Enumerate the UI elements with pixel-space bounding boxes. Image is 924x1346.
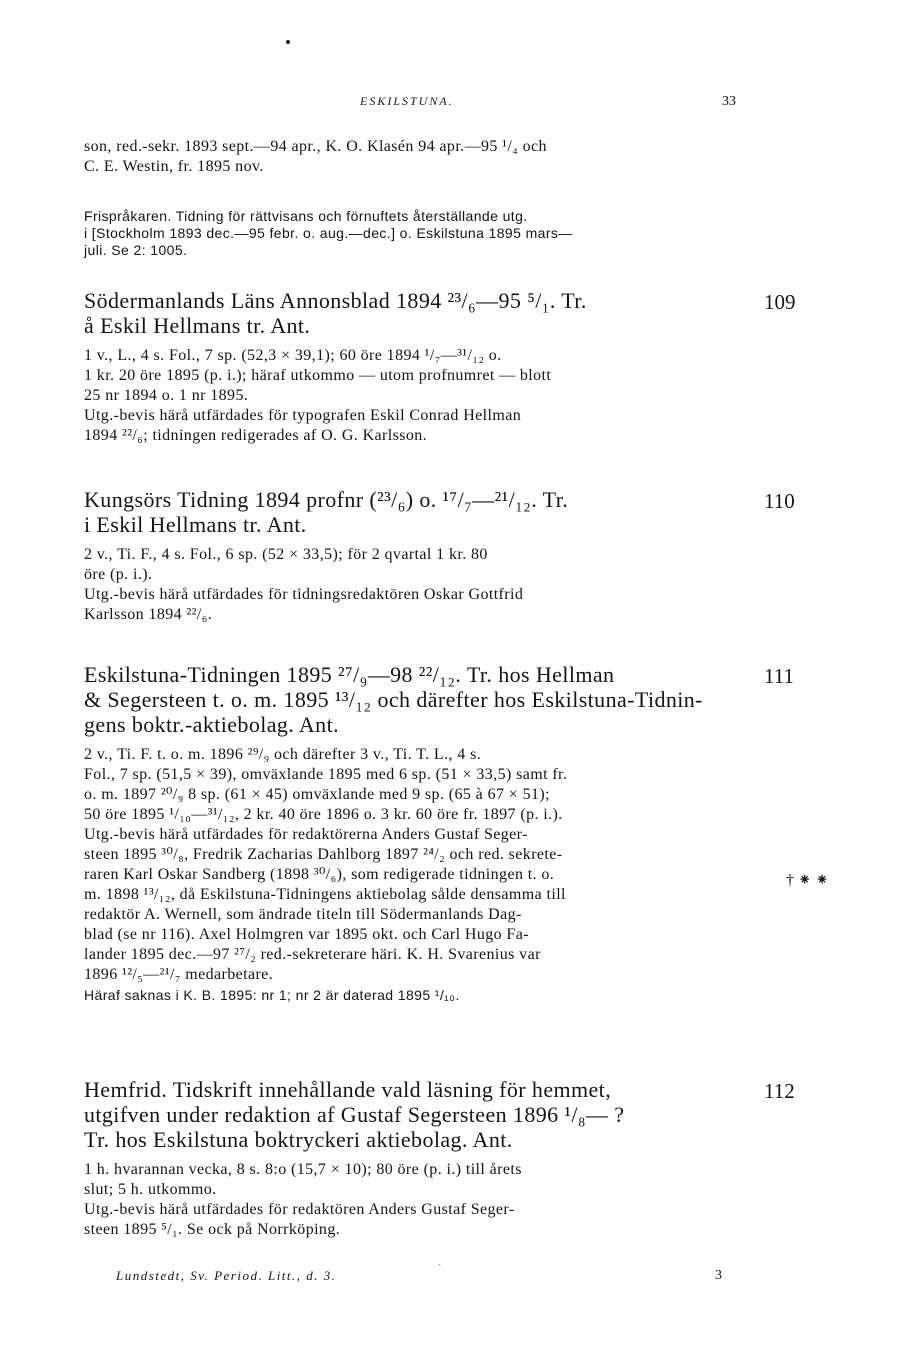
text-line: Utg.-bevis härå utfärdades för redaktören Anders Gustaf Seger- [84,1201,515,1218]
text-line: o. m. 1897 ²⁰/₉ 8 sp. (61 × 45) omväxlande med 9 sp. (65 à 67 × 51); [84,786,550,803]
text-line: Häraf saknas i K. B. 1895: nr 1; nr 2 är daterad 1895 ¹/₁₀. [84,987,460,1003]
text-line: slut; 5 h. utkommo. [84,1181,217,1198]
text-line: utgifven under redaktion af Gustaf Segersteen 1896 ¹/₈— ? [84,1102,625,1127]
entry-number: 111 [764,664,794,688]
entry-eskilstuna-tidningen [84,662,758,1004]
text-line: å Eskil Hellmans tr. Ant. [84,313,311,338]
entry-block-son [84,137,758,177]
text-line: i Eskil Hellmans tr. Ant. [84,512,307,537]
running-title: ESKILSTUNA. [360,94,454,108]
text-line: 1 v., L., 4 s. Fol., 7 sp. (52,3 × 39,1); 60 öre 1894 ¹/₇—³¹/₁₂ o. [84,347,502,364]
text-line: m. 1898 ¹³/₁₂, då Eskilstuna-Tidningens aktiebolag sålde densamma till [84,886,566,903]
text-line: lander 1895 dec.—97 ²⁷/₂ red.-sekreterare häri. K. H. Svarenius var [84,946,541,963]
text-line: steen 1895 ³⁰/₈, Fredrik Zacharias Dahlborg 1897 ²⁴/₂ och red. sekrete- [84,846,563,863]
text-line: son, red.-sekr. 1893 sept.—94 apr., K. O. Klasén 94 apr.—95 ¹/₄ och [84,138,547,155]
text-line: blad (se nr 116). Axel Holmgren var 1895 okt. och Carl Hugo Fa- [84,926,529,943]
signature-mark: 3 [715,1268,722,1283]
entry-number: 110 [764,489,795,513]
entry-title-line: Södermanlands Läns Annonsblad 1894 ²³/₆—95 ⁵/₁. Tr. [84,288,587,313]
text-line: Utg.-bevis härå utfärdades för typografen Eskil Conrad Hellman [84,407,522,424]
text-line: steen 1895 ⁵/₁. Se ock på Norrköping. [84,1221,341,1238]
text-line: C. E. Westin, fr. 1895 nov. [84,158,264,175]
ink-dot [286,40,290,44]
entry-title-line: Kungsörs Tidning 1894 profnr (²³/₆) o. ¹⁷/₇—²¹/₁₂. Tr. [84,487,569,512]
entry-title-line: Hemfrid. Tidskrift innehållande vald läsning för hemmet, [84,1077,612,1102]
text-line: i [Stockholm 1893 dec.—95 febr. o. aug.—dec.] o. Eskilstuna 1895 mars— [84,225,573,241]
entry-hemfrid [84,1077,758,1240]
text-line: 1 h. hvarannan vecka, 8 s. 8:o (15,7 × 10); 80 öre (p. i.) till årets [84,1161,522,1178]
text-line: 1894 ²²/₆; tidningen redigerades af O. G. Karlsson. [84,427,428,444]
text-line: öre (p. i.). [84,566,153,583]
entry-kungsors [84,487,758,625]
text-line: raren Karl Oskar Sandberg (1898 ³⁰/₆), som redigerade tidningen t. o. [84,866,555,883]
entry-frisprakaren [84,208,758,259]
text-line: Utg.-bevis härå utfärdades för redaktörerna Anders Gustaf Seger- [84,826,528,843]
entry-title-line: Eskilstuna-Tidningen 1895 ²⁷/₉—98 ²²/₁₂. Tr. hos Hellman [84,662,615,687]
footer-citation: Lundstedt, Sv. Period. Litt., d. 3. [116,1268,337,1283]
text-line: Fol., 7 sp. (51,5 × 39), omväxlande 1895 med 6 sp. (51 × 33,5) samt fr. [84,766,568,783]
text-line: gens boktr.-aktiebolag. Ant. [84,712,339,737]
text-line: Utg.-bevis härå utfärdades för tidningsredaktören Oskar Gottfrid [84,586,524,603]
text-line: 50 öre 1895 ¹/₁₀—³¹/₁₂, 2 kr. 40 öre 1896 o. 3 kr. 60 öre fr. 1897 (p. i.). [84,806,563,823]
text-line: 2 v., Ti. F. t. o. m. 1896 ²⁹/₉ och därefter 3 v., Ti. T. L., 4 s. [84,746,482,763]
entry-sodermanlands [84,288,758,446]
margin-note: † ⁕ ⁕ [786,872,829,889]
text-line: Tr. hos Eskilstuna boktryckeri aktiebolag. Ant. [84,1127,513,1152]
text-line: 1 kr. 20 öre 1895 (p. i.); häraf utkommo — utom profnumret — blott [84,367,552,384]
text-line: & Segersteen t. o. m. 1895 ¹³/₁₂ och därefter hos Eskilstuna-Tidnin- [84,687,703,712]
entry-number: 109 [764,290,796,314]
text-line: 1896 ¹²/₅—²¹/₇ medarbetare. [84,966,274,983]
text-line: 2 v., Ti. F., 4 s. Fol., 6 sp. (52 × 33,5); för 2 qvartal 1 kr. 80 [84,546,488,563]
text-line: redaktör A. Wernell, som ändrade titeln till Södermanlands Dag- [84,906,522,923]
text-line: 25 nr 1894 o. 1 nr 1895. [84,387,249,404]
text-line: Karlsson 1894 ²²/₆. [84,606,213,623]
tick-mark: ˈ [438,1262,442,1274]
page-number: 33 [722,94,736,109]
entry-title-line: Frispråkaren. Tidning för rättvisans och förnuftets återställande utg. [84,208,528,224]
entry-number: 112 [764,1079,795,1103]
text-line: juli. Se 2: 1005. [84,242,188,258]
